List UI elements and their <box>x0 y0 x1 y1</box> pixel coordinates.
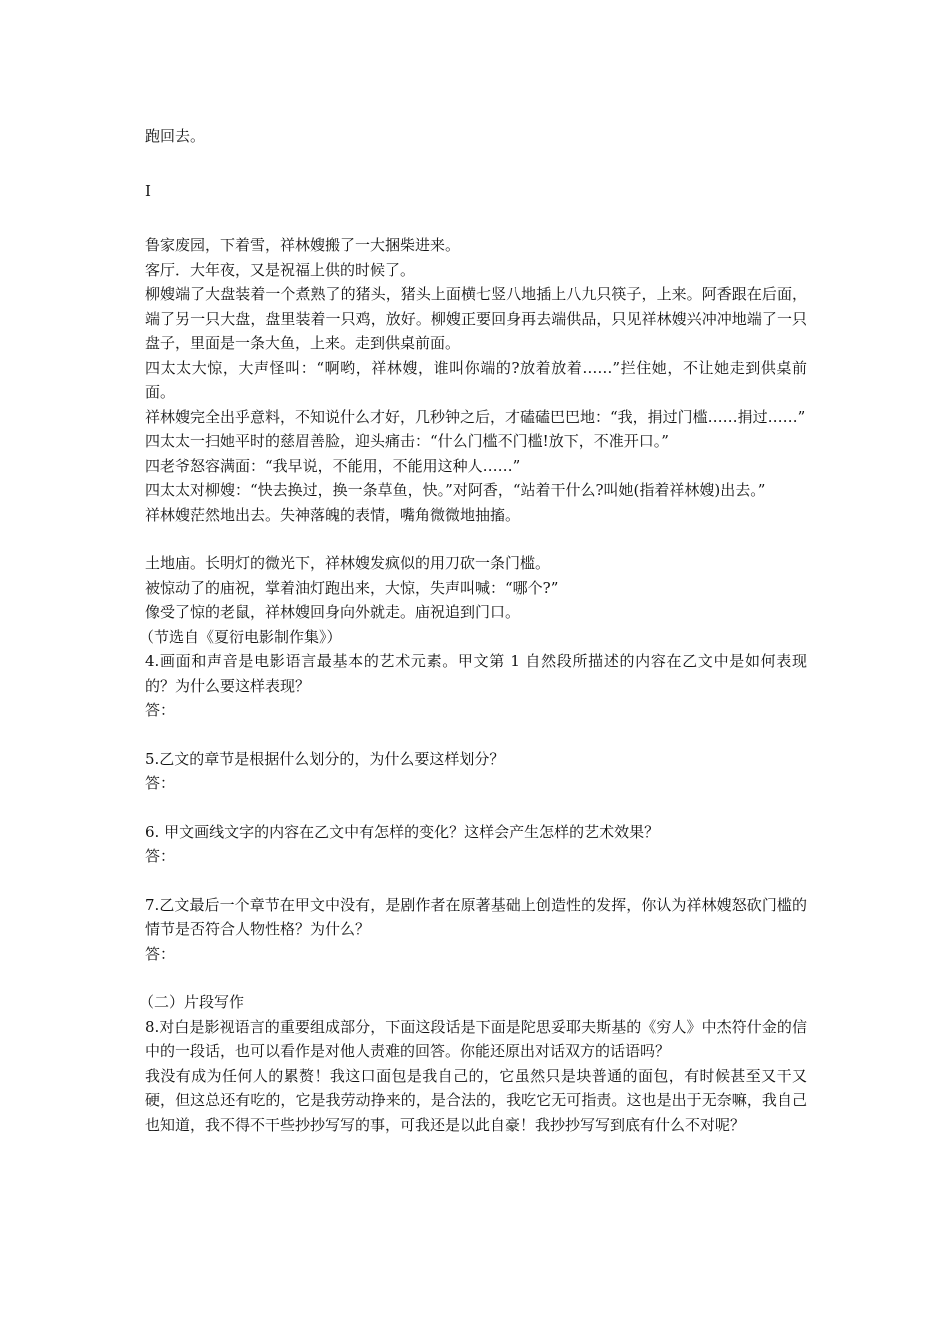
question-8: 8.对白是影视语言的重要组成部分，下面这段话是下面是陀思妥耶夫斯基的《穷人》中杰符什金的信中的一段话，也可以看作是对他人责难的回答。你能还原出对话双方的话语吗？ <box>145 1017 807 1060</box>
answer-label: 答： <box>145 944 176 963</box>
section-heading: （二）片段写作 <box>139 993 245 1011</box>
source-note: （节选自《夏衍电影制作集》） <box>139 627 342 646</box>
text-line: 跑回去。 <box>145 127 206 145</box>
question-6: 6. 甲文画线文字的内容在乙文中有怎样的变化？这样会产生怎样的艺术效果？ <box>145 822 660 841</box>
question-5: 5.乙文的章节是根据什么划分的，为什么要这样划分？ <box>145 749 505 768</box>
text-paragraph: 柳嫂端了大盘装着一个煮熟了的猪头，猪头上面横七竖八地插上八九只筷子，上来。阿香跟在后面，端了另一只大盘，盘里装着一只鸡，放好。柳嫂正要回身再去端供品，只见祥林嫂兴冲冲地端了一只盘子，里面是一条大鱼，上来。走到供桌前面。 <box>145 285 807 352</box>
question-4: 4.画面和声音是电影语言最基本的艺术元素。甲文第 1 自然段所描述的内容在乙文中是如何表现的？为什么要这样表现？ <box>145 652 807 695</box>
answer-label: 答： <box>145 701 176 719</box>
text-paragraph: 祥林嫂完全出乎意料，不知说什么才好，几秒钟之后，才磕磕巴巴地：“我，捐过门槛……捐过……” <box>145 407 806 426</box>
text-line: 被惊动了的庙祝，掌着油灯跑出来，大惊，失声叫喊：“哪个?” <box>145 578 559 597</box>
text-line: 客厅．大年夜，又是祝福上供的时候了。 <box>145 260 416 279</box>
answer-label: 答： <box>145 847 176 865</box>
section-marker: I <box>145 181 151 200</box>
text-line: 四太太一扫她平时的慈眉善脸，迎头痛击：“什么门槛不门槛!放下，不准开口。” <box>145 432 669 450</box>
text-line: 土地庙。长明灯的微光下，祥林嫂发疯似的用刀砍一条门槛。 <box>145 554 551 572</box>
answer-label: 答： <box>145 774 176 792</box>
text-line: 鲁家废园，下着雪，祥林嫂搬了一大捆柴进来。 <box>145 236 461 254</box>
document-body <box>139 124 807 1137</box>
text-paragraph: 四太太大惊，大声怪叫：“啊哟，祥林嫂，谁叫你端的?放着放着……”拦住她，不让她走到供桌前面。 <box>145 358 807 401</box>
question-7: 7.乙文最后一个章节在甲文中没有，是剧作者在原著基础上创造性的发挥，你认为祥林嫂怒砍门槛的情节是否符合人物性格？为什么？ <box>145 895 807 938</box>
text-line: 四老爷怒容满面：“我早说，不能用，不能用这种人……” <box>145 456 521 475</box>
text-line: 祥林嫂茫然地出去。失神落魄的表情，嘴角微微地抽搐。 <box>145 505 521 524</box>
text-paragraph: 四太太对柳嫂：“快去换过，换一条草鱼，快。”对阿香，“站着干什么?叫她(指着祥林嫂)出去。” <box>145 481 766 499</box>
text-line: 像受了惊的老鼠，祥林嫂回身向外就走。庙祝追到门口。 <box>145 603 521 621</box>
quoted-passage: 我没有成为任何人的累赘！我这口面包是我自己的，它虽然只是块普通的面包，有时候甚至又干又硬，但这总还有吃的，它是我劳动挣来的，是合法的，我吃它无可指责。这也是出于无奈嘛，我自己也知道，我不得不干些抄抄写写的事，可我还是以此自豪！我抄抄写写到底有什么不对呢？ <box>145 1066 807 1134</box>
